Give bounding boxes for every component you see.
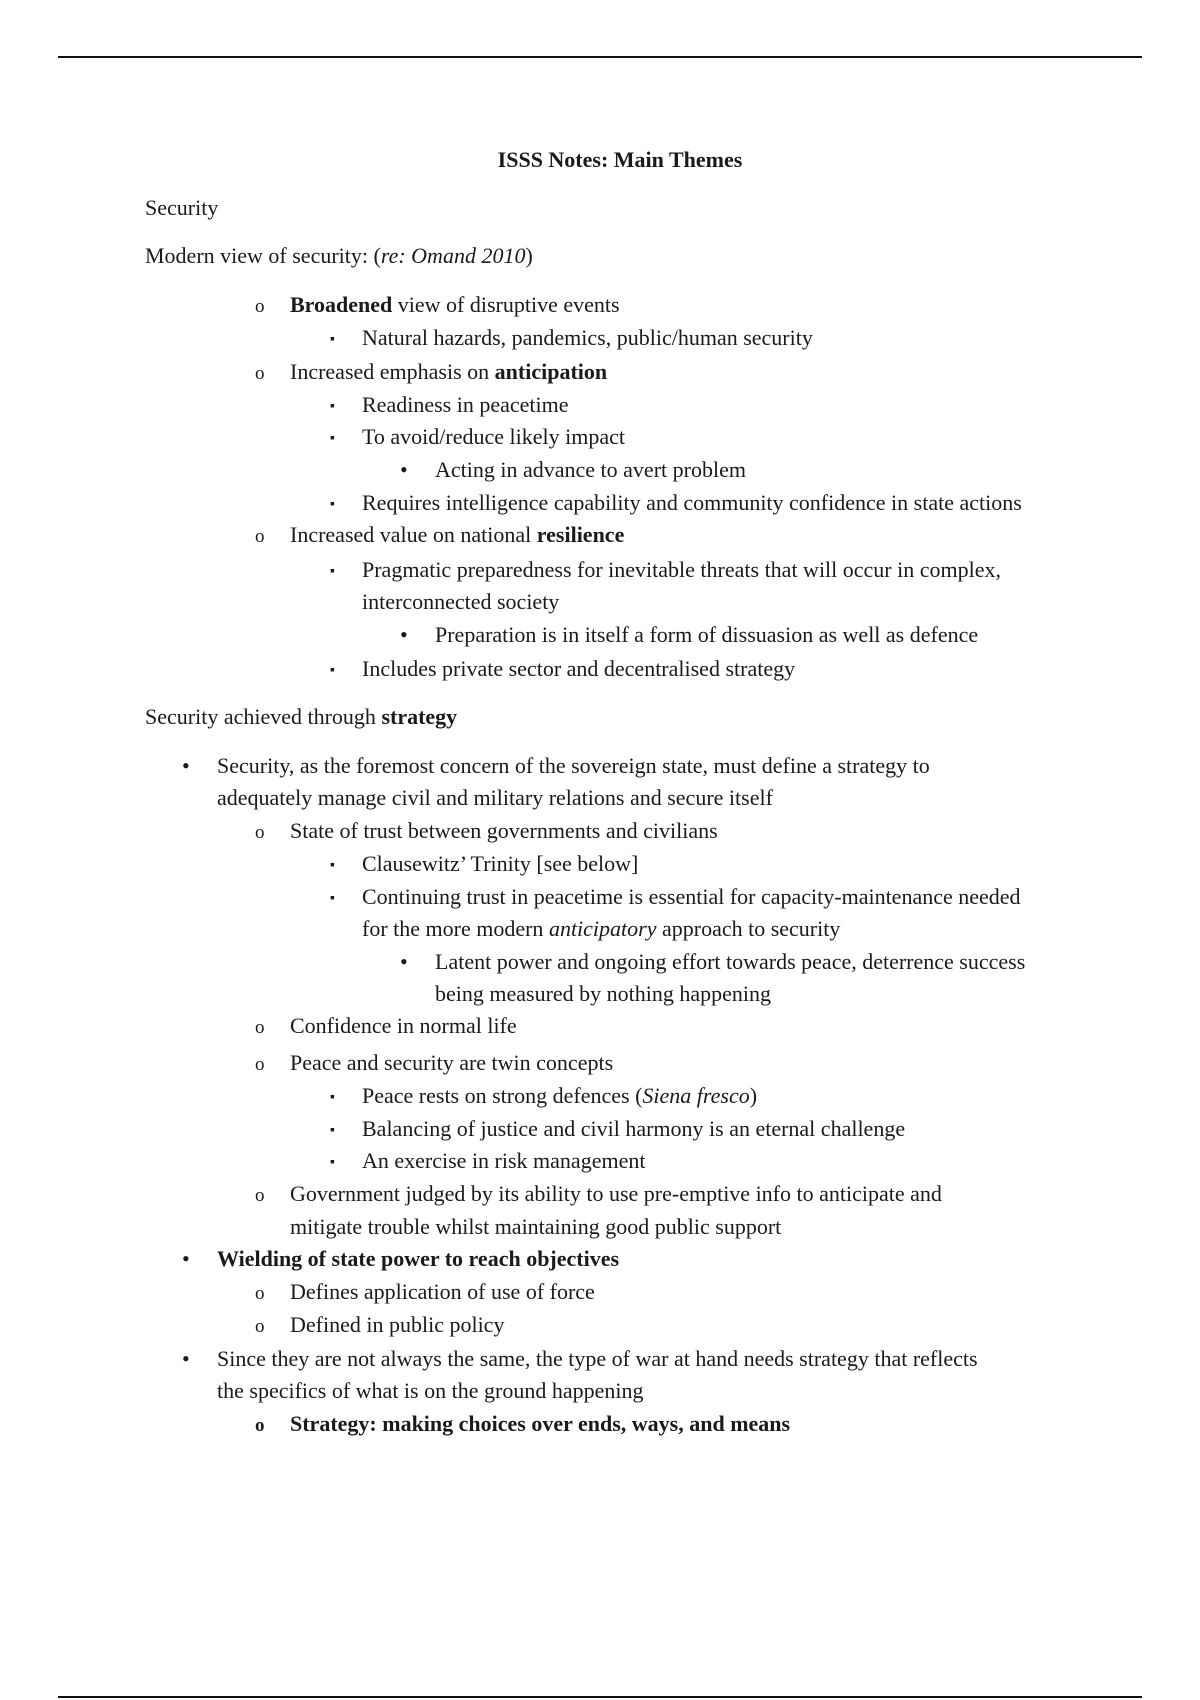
square-bullet-icon: ▪ xyxy=(330,332,335,347)
list-item-security-foremost-line2: adequately manage civil and military relations and secure itself xyxy=(217,785,773,810)
circle-bullet-icon: o xyxy=(255,1316,265,1337)
page-title: ISSS Notes: Main Themes xyxy=(497,147,743,172)
list-item-pragmatic-line1: Pragmatic preparedness for inevitable threats that will occur in complex, xyxy=(362,557,1001,582)
strategy-heading xyxy=(145,704,457,730)
circle-bullet-icon: o xyxy=(255,363,265,384)
list-item-state-of-trust: State of trust between governments and civilians xyxy=(290,818,718,843)
anticipation-bold: anticipation xyxy=(494,359,608,384)
list-item-security-foremost-line1: Security, as the foremost concern of the sovereign state, must define a strategy to xyxy=(217,753,930,778)
list-item-since-they-line1: Since they are not always the same, the type of war at hand needs strategy that reflects xyxy=(217,1346,978,1371)
list-item-government-judged-line1: Government judged by its ability to use pre-emptive info to anticipate and xyxy=(290,1181,942,1206)
list-item-latent-power-line2: being measured by nothing happening xyxy=(435,981,772,1006)
broadened-rest: view of disruptive events xyxy=(392,292,620,317)
strategy-heading-bold: strategy xyxy=(381,704,458,729)
top-rule xyxy=(58,56,1142,58)
list-item-resilience xyxy=(290,522,624,548)
list-item-readiness: Readiness in peacetime xyxy=(362,392,569,417)
square-bullet-icon: ▪ xyxy=(330,1090,335,1105)
continuing-trust-prefix: for the more modern xyxy=(362,916,549,941)
list-item-preparation: Preparation is in itself a form of dissuasion as well as defence xyxy=(435,622,979,647)
peace-rests-italic: Siena fresco xyxy=(642,1083,750,1108)
list-item-peace-rests xyxy=(362,1083,757,1109)
square-bullet-icon: ▪ xyxy=(330,1155,335,1170)
dot-bullet-icon: • xyxy=(182,753,190,778)
resilience-prefix: Increased value on national xyxy=(290,522,537,547)
list-item-pragmatic-line2: interconnected society xyxy=(362,589,560,614)
resilience-bold: resilience xyxy=(536,522,625,547)
list-item-since-they-line2: the specifics of what is on the ground happening xyxy=(217,1378,644,1403)
list-item-continuing-trust-line1: Continuing trust in peacetime is essential for capacity-maintenance needed xyxy=(362,884,1021,909)
circle-bullet-icon: o xyxy=(255,296,265,317)
square-bullet-icon: ▪ xyxy=(330,399,335,414)
list-item-government-judged-line2: mitigate trouble whilst maintaining good public support xyxy=(290,1214,782,1239)
list-item-peace-security: Peace and security are twin concepts xyxy=(290,1050,614,1075)
circle-bullet-icon: o xyxy=(255,1054,265,1075)
broadened-bold: Broadened xyxy=(290,292,393,317)
modern-view-reference: re: Omand 2010 xyxy=(380,243,526,268)
square-bullet-icon: ▪ xyxy=(330,663,335,678)
list-item-clausewitz: Clausewitz’ Trinity [see below] xyxy=(362,851,639,876)
list-item-confidence: Confidence in normal life xyxy=(290,1013,517,1038)
list-item-natural-hazards: Natural hazards, pandemics, public/human security xyxy=(362,325,813,350)
circle-bullet-icon: o xyxy=(255,1185,265,1206)
list-item-wielding: Wielding of state power to reach objectives xyxy=(217,1246,620,1271)
circle-bullet-icon: o xyxy=(255,822,265,843)
square-bullet-icon: ▪ xyxy=(330,1123,335,1138)
square-bullet-icon: ▪ xyxy=(330,431,335,446)
dot-bullet-icon: • xyxy=(400,949,408,974)
list-item-broadened xyxy=(290,292,620,318)
modern-view-line xyxy=(145,243,533,269)
dot-bullet-icon: • xyxy=(182,1346,190,1371)
list-item-acting-advance: Acting in advance to avert problem xyxy=(435,457,746,482)
list-item-anticipation xyxy=(290,359,607,385)
modern-view-prefix: Modern view of security: ( xyxy=(145,243,381,268)
modern-view-suffix: ) xyxy=(525,243,533,268)
security-heading: Security xyxy=(145,195,219,220)
square-bullet-icon: ▪ xyxy=(330,497,335,512)
list-item-balancing: Balancing of justice and civil harmony is an eternal challenge xyxy=(362,1116,906,1141)
dot-bullet-icon: • xyxy=(400,457,408,482)
list-item-defines-application: Defines application of use of force xyxy=(290,1279,595,1304)
continuing-trust-suffix: approach to security xyxy=(656,916,841,941)
circle-bullet-icon: o xyxy=(255,1283,265,1304)
strategy-heading-prefix: Security achieved through xyxy=(145,704,382,729)
circle-bullet-icon: o xyxy=(255,1017,265,1038)
list-item-continuing-trust-line2 xyxy=(362,916,840,942)
list-item-latent-power-line1: Latent power and ongoing effort towards peace, deterrence success xyxy=(435,949,1026,974)
dot-bullet-icon: • xyxy=(400,622,408,647)
square-bullet-icon: ▪ xyxy=(330,891,335,906)
bottom-rule xyxy=(58,1696,1142,1698)
list-item-includes-private: Includes private sector and decentralised strategy xyxy=(362,656,796,681)
list-item-defined-public: Defined in public policy xyxy=(290,1312,505,1337)
square-bullet-icon: ▪ xyxy=(330,858,335,873)
list-item-strategy-choices: Strategy: making choices over ends, ways, and means xyxy=(290,1411,791,1436)
list-item-avoid-reduce: To avoid/reduce likely impact xyxy=(362,424,625,449)
square-bullet-icon: ▪ xyxy=(330,564,335,579)
circle-bullet-icon: o xyxy=(255,1415,265,1436)
continuing-trust-italic: anticipatory xyxy=(548,916,657,941)
circle-bullet-icon: o xyxy=(255,526,265,547)
peace-rests-prefix: Peace rests on strong defences ( xyxy=(362,1083,643,1108)
list-item-exercise-risk: An exercise in risk management xyxy=(362,1148,646,1173)
list-item-requires-intel: Requires intelligence capability and community confidence in state actions xyxy=(362,490,1022,515)
peace-rests-suffix: ) xyxy=(749,1083,758,1108)
anticipation-prefix: Increased emphasis on xyxy=(290,359,495,384)
dot-bullet-icon: • xyxy=(182,1246,190,1271)
